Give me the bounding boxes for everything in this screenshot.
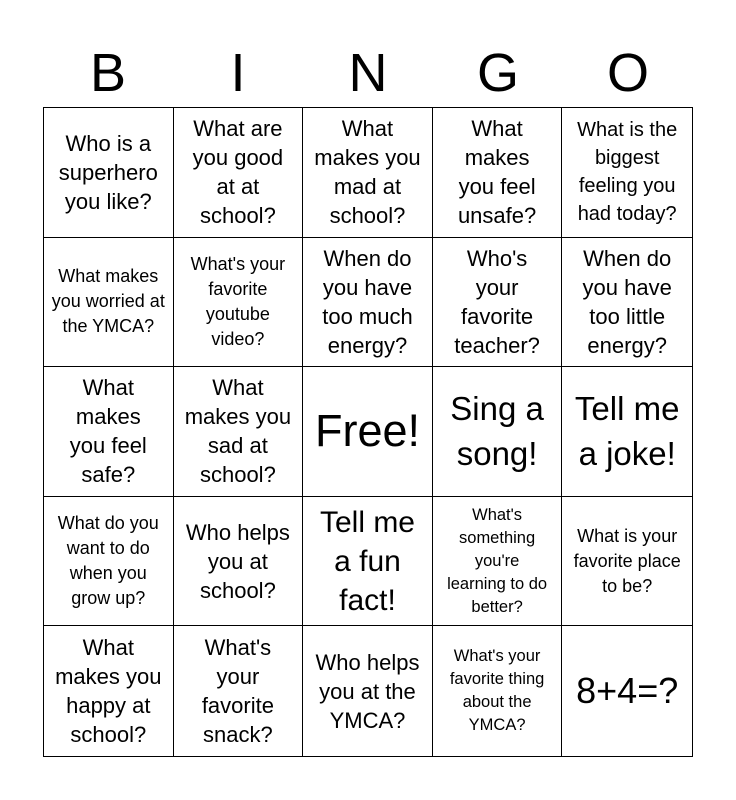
cell-text: What makes you feel safe? bbox=[69, 375, 147, 488]
bingo-cell[interactable] bbox=[174, 108, 304, 238]
cell-text: What's your favorite youtube video? bbox=[190, 253, 286, 349]
bingo-cell[interactable] bbox=[303, 108, 433, 238]
bingo-cell[interactable] bbox=[562, 108, 692, 238]
header-letter-g: G bbox=[476, 43, 519, 103]
bingo-cell[interactable] bbox=[174, 626, 304, 756]
bingo-cell[interactable] bbox=[44, 238, 174, 368]
bingo-cell[interactable] bbox=[303, 497, 433, 627]
cell-text: When do you have too little energy? bbox=[582, 245, 672, 358]
header-letter-b: B bbox=[89, 43, 127, 103]
bingo-cell[interactable] bbox=[433, 497, 563, 627]
cell-text: What makes you worried at the YMCA? bbox=[51, 266, 165, 337]
bingo-cell[interactable] bbox=[562, 238, 692, 368]
bingo-cell[interactable] bbox=[174, 367, 304, 497]
cell-text: What makes you happy at school? bbox=[55, 635, 162, 748]
bingo-cell[interactable] bbox=[433, 108, 563, 238]
bingo-cell[interactable] bbox=[44, 626, 174, 756]
header-letter-i: I bbox=[230, 43, 246, 103]
cell-text: What makes you sad at school? bbox=[184, 375, 292, 488]
bingo-cell[interactable] bbox=[433, 367, 563, 497]
cell-text: Tell me a fun fact! bbox=[319, 505, 415, 617]
cell-text: Who helps you at the YMCA? bbox=[315, 649, 420, 733]
cell-text: Who helps you at school? bbox=[185, 519, 290, 603]
cell-text: What makes you mad at school? bbox=[314, 116, 421, 229]
bingo-cell[interactable] bbox=[174, 497, 304, 627]
header-letter-n: N bbox=[348, 43, 388, 103]
cell-text: What makes you feel unsafe? bbox=[457, 116, 537, 229]
cell-text: What do you want to do when you grow up? bbox=[57, 513, 159, 609]
bingo-cell[interactable] bbox=[562, 367, 692, 497]
bingo-cell[interactable] bbox=[562, 626, 692, 756]
bingo-cell[interactable] bbox=[303, 367, 433, 497]
cell-text: Who is a superhero you like? bbox=[58, 130, 158, 214]
bingo-board bbox=[43, 107, 693, 757]
free-space-text: Free! bbox=[314, 405, 420, 457]
cell-text: Tell me a joke! bbox=[574, 390, 680, 473]
bingo-cell[interactable] bbox=[44, 108, 174, 238]
cell-text: 8+4=? bbox=[576, 670, 679, 712]
bingo-cell[interactable] bbox=[44, 367, 174, 497]
cell-text: Who's your favorite teacher? bbox=[454, 245, 540, 358]
bingo-cell[interactable] bbox=[174, 238, 304, 368]
bingo-cell[interactable] bbox=[44, 497, 174, 627]
bingo-cell[interactable] bbox=[303, 238, 433, 368]
cell-text: What is your favorite place to be? bbox=[573, 525, 681, 596]
cell-text: What's something you're learning to do better? bbox=[447, 505, 548, 616]
bingo-header bbox=[43, 40, 693, 106]
header-letter-o: O bbox=[606, 43, 649, 103]
cell-text: What's your favorite snack? bbox=[201, 635, 274, 748]
bingo-cell[interactable] bbox=[562, 497, 692, 627]
bingo-cell[interactable] bbox=[433, 238, 563, 368]
cell-text: What are you good at at school? bbox=[192, 116, 284, 229]
cell-text: What is the biggest feeling you had today? bbox=[577, 119, 678, 226]
bingo-cell[interactable] bbox=[433, 626, 563, 756]
cell-text: What's your favorite thing about the YMCA? bbox=[449, 647, 545, 735]
cell-text: When do you have too much energy? bbox=[322, 245, 413, 358]
cell-text: Sing a song! bbox=[450, 390, 544, 473]
bingo-cell[interactable] bbox=[303, 626, 433, 756]
